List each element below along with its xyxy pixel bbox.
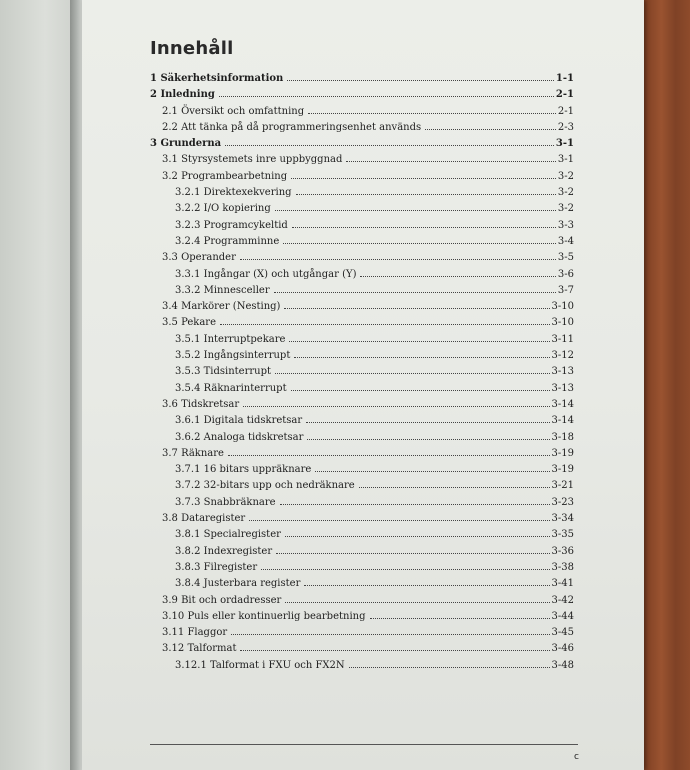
toc-leader-dots bbox=[275, 373, 550, 374]
toc-entry bbox=[150, 301, 574, 317]
toc-entry-page: 3-46 bbox=[551, 643, 574, 655]
toc-entry-title: 3.7.2 32-bitars upp och nedräknare bbox=[175, 480, 355, 492]
toc-entry-page: 3-13 bbox=[551, 366, 574, 378]
toc-entry-title: 3 Grunderna bbox=[150, 138, 222, 150]
toc-entry-title: 3.6 Tidskretsar bbox=[162, 398, 240, 410]
toc-entry bbox=[150, 89, 574, 105]
toc-entry-title: 3.5 Pekare bbox=[162, 317, 216, 329]
toc-leader-dots bbox=[306, 422, 549, 423]
toc-entry-title: 3.8.4 Justerbara register bbox=[175, 578, 301, 590]
toc-leader-dots bbox=[280, 504, 550, 505]
toc-entry-page: 3-14 bbox=[551, 415, 574, 427]
toc-entry-page: 2-3 bbox=[557, 121, 574, 133]
toc-entry bbox=[150, 497, 574, 513]
toc-entry-title: 1 Säkerhetsinformation bbox=[150, 73, 284, 84]
toc-entry bbox=[150, 252, 574, 268]
toc-entry-page: 3-3 bbox=[557, 219, 574, 231]
toc-entry-title: 3.2.4 Programminne bbox=[175, 235, 280, 247]
toc-entry-page: 3-23 bbox=[551, 496, 574, 508]
toc-entry bbox=[150, 138, 574, 154]
toc-entry-page: 3-2 bbox=[557, 187, 574, 199]
toc-leader-dots bbox=[370, 618, 550, 619]
toc-entry bbox=[150, 203, 574, 219]
toc-entry bbox=[150, 350, 574, 366]
toc-entry-page: 3-1 bbox=[555, 138, 574, 150]
toc-leader-dots bbox=[308, 113, 556, 114]
toc-entry-title: 3.2.3 Programcykeltid bbox=[175, 219, 288, 231]
toc-entry-title: 3.6.1 Digitala tidskretsar bbox=[175, 415, 303, 427]
toc-leader-dots bbox=[285, 602, 549, 603]
toc-leader-dots bbox=[220, 324, 550, 325]
toc-entry-title: 3.10 Puls eller kontinuerlig bearbetning bbox=[162, 610, 366, 622]
toc-entry-page: 3-13 bbox=[551, 382, 574, 394]
toc-entry-page: 3-34 bbox=[551, 513, 574, 525]
toc-entry bbox=[150, 513, 574, 529]
toc-leader-dots bbox=[349, 667, 550, 668]
toc-entry-title: 3.12 Talformat bbox=[162, 643, 237, 655]
toc-entry-page: 3-14 bbox=[551, 398, 574, 410]
toc-leader-dots bbox=[359, 487, 550, 488]
toc-leader-dots bbox=[243, 406, 549, 407]
wooden-table bbox=[642, 0, 690, 770]
toc-entry bbox=[150, 399, 574, 415]
toc-entry-title: 3.9 Bit och ordadresser bbox=[162, 594, 282, 606]
toc-entry-page: 3-44 bbox=[551, 610, 574, 622]
toc-entry bbox=[150, 480, 574, 496]
toc-entry bbox=[150, 432, 574, 448]
toc-entry bbox=[150, 122, 574, 138]
toc-entry-page: 3-36 bbox=[551, 545, 574, 557]
toc-leader-dots bbox=[276, 553, 549, 554]
toc-entry-page: 3-21 bbox=[551, 480, 574, 492]
toc-leader-dots bbox=[315, 471, 549, 472]
toc-leader-dots bbox=[249, 520, 549, 521]
toc-leader-dots bbox=[296, 194, 556, 195]
toc-entry-page: 3-12 bbox=[551, 350, 574, 362]
toc-entry bbox=[150, 627, 574, 643]
toc-leader-dots bbox=[425, 129, 556, 130]
toc-entry bbox=[150, 383, 574, 399]
toc-entry-page: 3-10 bbox=[551, 317, 574, 329]
toc-leader-dots bbox=[240, 259, 556, 260]
toc-entry-page: 2-1 bbox=[557, 105, 574, 117]
toc-entry bbox=[150, 562, 574, 578]
toc-entry bbox=[150, 529, 574, 545]
toc-leader-dots bbox=[291, 178, 556, 179]
toc-entry-title: 3.8 Dataregister bbox=[162, 513, 246, 525]
toc-leader-dots bbox=[287, 80, 554, 81]
toc-entry-page: 3-5 bbox=[557, 252, 574, 264]
toc-entry bbox=[150, 154, 574, 170]
toc-leader-dots bbox=[291, 390, 550, 391]
toc-entry bbox=[150, 317, 574, 333]
toc-entry-page: 2-1 bbox=[555, 89, 574, 101]
toc-entry-page: 3-35 bbox=[551, 529, 574, 541]
toc-entry-title: 2 Inledning bbox=[150, 89, 215, 101]
toc-entry bbox=[150, 415, 574, 431]
toc-entry-title: 3.11 Flaggor bbox=[162, 627, 228, 639]
toc-leader-dots bbox=[346, 161, 556, 162]
toc-page bbox=[82, 0, 644, 770]
toc-entry-title: 2.1 Översikt och omfattning bbox=[162, 105, 305, 117]
toc-leader-dots bbox=[304, 585, 549, 586]
toc-leader-dots bbox=[240, 650, 549, 651]
toc-leader-dots bbox=[231, 634, 549, 635]
toc-leader-dots bbox=[261, 569, 549, 570]
toc-entry bbox=[150, 171, 574, 187]
toc-entry bbox=[150, 285, 574, 301]
toc-entry-title: 3.6.2 Analoga tidskretsar bbox=[175, 431, 304, 443]
toc-leader-dots bbox=[284, 308, 549, 309]
toc-entry-page: 3-48 bbox=[551, 659, 574, 671]
toc-entry-title: 3.7 Räknare bbox=[162, 447, 224, 459]
toc-list bbox=[150, 73, 574, 676]
toc-entry-title: 3.5.3 Tidsinterrupt bbox=[175, 366, 272, 378]
toc-entry-page: 3-10 bbox=[551, 301, 574, 313]
toc-leader-dots bbox=[219, 96, 554, 97]
toc-entry bbox=[150, 236, 574, 252]
page-number: c bbox=[574, 752, 579, 762]
toc-entry-title: 3.7.1 16 bitars uppräknare bbox=[175, 464, 312, 476]
toc-leader-dots bbox=[289, 341, 549, 342]
toc-leader-dots bbox=[228, 455, 550, 456]
toc-leader-dots bbox=[275, 210, 556, 211]
left-page-edge bbox=[0, 0, 75, 770]
toc-entry-page: 3-42 bbox=[551, 594, 574, 606]
toc-entry bbox=[150, 220, 574, 236]
toc-entry-title: 3.2.2 I/O kopiering bbox=[175, 203, 271, 215]
toc-leader-dots bbox=[274, 292, 556, 293]
toc-entry-title: 3.2.1 Direktexekvering bbox=[175, 187, 292, 199]
toc-entry-title: 3.3.1 Ingångar (X) och utgångar (Y) bbox=[175, 268, 357, 280]
toc-entry bbox=[150, 73, 574, 89]
toc-entry-page: 3-41 bbox=[551, 578, 574, 590]
toc-entry bbox=[150, 334, 574, 350]
toc-entry-page: 3-2 bbox=[557, 170, 574, 182]
toc-entry-title: 3.7.3 Snabbräknare bbox=[175, 496, 276, 508]
toc-leader-dots bbox=[225, 145, 554, 146]
toc-entry-title: 3.5.4 Räknarinterrupt bbox=[175, 382, 287, 394]
toc-entry-title: 3.12.1 Talformat i FXU och FX2N bbox=[175, 659, 345, 671]
toc-entry-title: 3.3.2 Minnesceller bbox=[175, 284, 270, 296]
toc-entry-title: 3.5.2 Ingångsinterrupt bbox=[175, 350, 291, 362]
toc-entry bbox=[150, 595, 574, 611]
toc-entry bbox=[150, 269, 574, 285]
toc-entry-title: 3.2 Programbearbetning bbox=[162, 170, 288, 182]
toc-entry-page: 3-2 bbox=[557, 203, 574, 215]
toc-entry bbox=[150, 643, 574, 659]
toc-leader-dots bbox=[294, 357, 549, 358]
toc-entry-title: 3.4 Markörer (Nesting) bbox=[162, 301, 281, 313]
toc-entry bbox=[150, 578, 574, 594]
toc-entry-title: 3.1 Styrsystemets inre uppbyggnad bbox=[162, 154, 343, 166]
toc-entry-page: 3-45 bbox=[551, 627, 574, 639]
toc-entry bbox=[150, 464, 574, 480]
toc-entry-title: 2.2 Att tänka på då programmeringsenhet används bbox=[162, 121, 422, 133]
toc-leader-dots bbox=[307, 439, 549, 440]
page-title: Innehåll bbox=[150, 38, 234, 59]
toc-entry-page: 1-1 bbox=[555, 73, 574, 84]
toc-entry-title: 3.8.2 Indexregister bbox=[175, 545, 273, 557]
toc-entry bbox=[150, 546, 574, 562]
toc-entry-page: 3-18 bbox=[551, 431, 574, 443]
toc-entry bbox=[150, 366, 574, 382]
toc-entry-page: 3-1 bbox=[557, 154, 574, 166]
toc-entry-page: 3-7 bbox=[557, 284, 574, 296]
toc-entry bbox=[150, 106, 574, 122]
toc-leader-dots bbox=[292, 227, 556, 228]
toc-leader-dots bbox=[360, 276, 555, 277]
toc-entry-page: 3-19 bbox=[551, 464, 574, 476]
toc-entry-title: 3.8.3 Filregister bbox=[175, 561, 258, 573]
toc-leader-dots bbox=[283, 243, 556, 244]
toc-entry-page: 3-38 bbox=[551, 561, 574, 573]
toc-entry-title: 3.8.1 Specialregister bbox=[175, 529, 281, 541]
toc-entry-page: 3-6 bbox=[557, 268, 574, 280]
toc-entry bbox=[150, 187, 574, 203]
toc-entry-title: 3.5.1 Interruptpekare bbox=[175, 333, 286, 345]
toc-entry bbox=[150, 611, 574, 627]
toc-entry-page: 3-19 bbox=[551, 447, 574, 459]
toc-entry bbox=[150, 660, 574, 676]
toc-entry-page: 3-11 bbox=[551, 333, 574, 345]
toc-entry-title: 3.3 Operander bbox=[162, 252, 236, 264]
footer-rule bbox=[150, 744, 578, 745]
toc-entry-page: 3-4 bbox=[557, 235, 574, 247]
toc-entry bbox=[150, 448, 574, 464]
toc-leader-dots bbox=[285, 536, 550, 537]
